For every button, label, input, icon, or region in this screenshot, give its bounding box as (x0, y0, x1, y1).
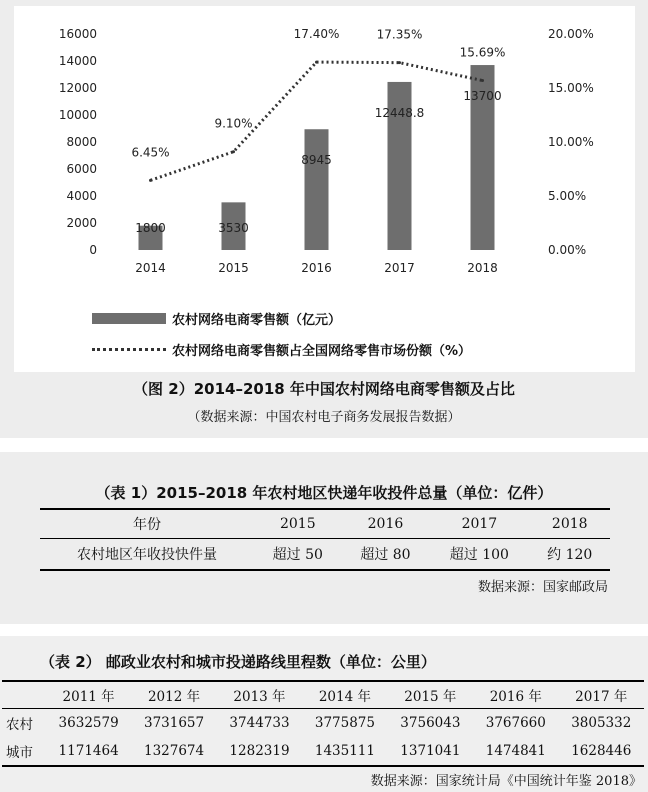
table2-header-cell: 2011 年 (46, 681, 131, 709)
table2-cell: 1435111 (302, 737, 387, 766)
table2-header-cell (2, 681, 46, 709)
y2-tick-label: 5.00% (548, 189, 587, 203)
table1-cell: 农村地区年收投快件量 (40, 539, 254, 571)
bar-data-label: 8945 (301, 153, 332, 168)
table-row (2, 709, 644, 738)
line-data-label: 17.35% (376, 27, 423, 42)
table1-header-cell: 2017 (429, 509, 529, 539)
table2-row-label: 农村 (6, 717, 33, 733)
legend-swatch-bar (92, 313, 166, 324)
table2-header-cell: 2017 年 (559, 681, 644, 709)
y2-tick-label: 20.00% (548, 27, 594, 41)
figure-source: （数据来源：中国农村电子商务发展报告数据） (187, 410, 461, 425)
y2-tick-label: 15.00% (548, 81, 594, 95)
table2-cell: 1282319 (217, 737, 302, 766)
table1-header-cell: 年份 (40, 509, 254, 539)
y-tick-label: 14000 (58, 54, 97, 68)
bar-2016 (305, 129, 329, 250)
share-point-2017 (398, 61, 401, 64)
x-tick-label: 2015 (218, 261, 249, 275)
table2-cell: 1371041 (388, 737, 473, 766)
table2-cell: 1474841 (473, 737, 558, 766)
table2-cell: 1171464 (46, 737, 131, 766)
chart-area (14, 6, 635, 372)
table1-cell: 超过 50 (254, 539, 342, 571)
share-point-2016 (315, 61, 318, 64)
share-point-2015 (232, 150, 235, 153)
y-tick-label: 8000 (66, 135, 97, 149)
y-tick-label: 6000 (66, 162, 97, 176)
table1-cell: 约 120 (529, 539, 610, 571)
table1-cell: 超过 100 (429, 539, 529, 571)
table2-cell: 3731657 (143, 715, 205, 731)
bar-data-label: 12448.8 (374, 105, 425, 120)
line-data-label: 17.40% (293, 27, 340, 42)
table1-header-cell: 2018 (529, 509, 610, 539)
y-tick-label: 2000 (66, 216, 97, 230)
x-tick-label: 2016 (301, 261, 332, 275)
table2 (2, 680, 644, 767)
table2-source: 数据来源：国家统计局《中国统计年鉴 2018》 (370, 774, 642, 789)
legend-item-bar (92, 309, 341, 328)
legend-label-line: 农村网络电商零售额占全国网络零售市场份额（%） (172, 344, 472, 359)
table2-cell: 3805332 (571, 715, 632, 731)
table1-header-cell: 2016 (342, 509, 430, 539)
table1-source: 数据来源：国家邮政局 (477, 580, 608, 595)
y-tick-label: 12000 (58, 81, 97, 95)
table-row (2, 737, 644, 766)
bar-data-label: 3530 (218, 221, 249, 235)
figure-caption: （图 2）2014–2018 年中国农村网络电商零售额及占比 (133, 380, 515, 398)
table2-header-cell: 2012 年 (131, 681, 216, 709)
table2-cell: 3744733 (229, 715, 290, 731)
table2-cell: 1327674 (131, 737, 216, 766)
y-tick-label: 16000 (58, 27, 97, 41)
table1-header-row (40, 509, 610, 539)
y-tick-label: 0 (89, 243, 97, 257)
x-tick-label: 2018 (467, 261, 498, 275)
table2-cell: 3767660 (485, 715, 546, 731)
table2-title: （表 2） 邮政业农村和城市投递路线里程数（单位：公里） (40, 653, 436, 671)
table2-row-label: 城市 (2, 737, 46, 766)
y2-tick-label: 10.00% (548, 135, 594, 149)
table2-header-cell: 2014 年 (302, 681, 387, 709)
share-point-2018 (481, 79, 484, 82)
line-data-label: 9.10% (214, 116, 253, 131)
table1-title: （表 1）2015–2018 年农村地区快递年收投件总量（单位：亿件） (95, 484, 553, 502)
table1-cell: 超过 80 (342, 539, 430, 571)
table2-header-row (2, 681, 644, 709)
line-data-label: 6.45% (131, 145, 170, 160)
line-data-label: 15.69% (459, 45, 506, 60)
table1-header-cell: 2015 (254, 509, 342, 539)
table2-header-cell: 2015 年 (388, 681, 473, 709)
legend-item-line (92, 340, 471, 359)
table2-cell: 3775875 (314, 715, 375, 731)
table2-cell: 3632579 (58, 715, 119, 731)
table2-header-cell: 2016 年 (473, 681, 558, 709)
y2-tick-label: 0.00% (548, 243, 587, 257)
table-row (40, 539, 610, 571)
table2-cell: 3756043 (400, 715, 461, 731)
share-point-2014 (149, 179, 152, 182)
table1 (40, 508, 610, 571)
y-tick-label: 10000 (58, 108, 97, 122)
bar-data-label: 1800 (135, 221, 166, 235)
table2-header-cell: 2013 年 (217, 681, 302, 709)
table2-cell: 1628446 (559, 737, 644, 766)
legend-swatch-line (92, 348, 166, 351)
bar-data-label: 13700 (463, 89, 502, 104)
y-tick-label: 4000 (66, 189, 97, 203)
legend-label-bar: 农村网络电商零售额（亿元） (172, 313, 342, 328)
x-tick-label: 2014 (135, 261, 166, 275)
x-tick-label: 2017 (384, 261, 415, 275)
